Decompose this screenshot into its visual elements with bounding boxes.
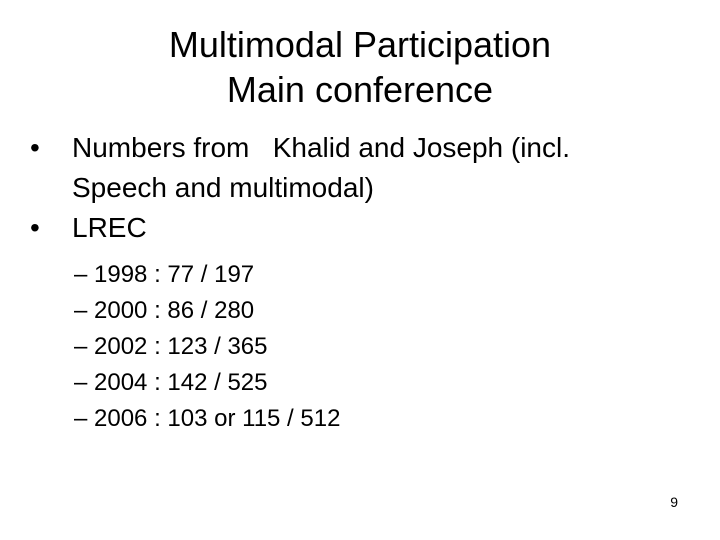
bullet-marker: • <box>30 132 40 163</box>
lrec-item-2002: – 2002 : 123 / 365 <box>74 333 268 360</box>
bullet-marker: • <box>30 212 40 243</box>
title-line-2: Main conference <box>226 69 494 110</box>
lrec-sublist <box>74 257 674 437</box>
slide-title <box>0 22 720 112</box>
page-number: 9 <box>670 494 678 510</box>
title-line-1: Multimodal Participation <box>168 24 552 65</box>
lrec-item-2006: – 2006 : 103 or 115 / 512 <box>74 405 341 432</box>
bullet-text-line-1: LREC <box>72 212 147 243</box>
bullet-item-lrec <box>30 208 700 248</box>
lrec-item-1998: – 1998 : 77 / 197 <box>74 261 255 288</box>
bullet-item-numbers <box>30 128 700 208</box>
bullet-text-line-1: Numbers from Khalid and Joseph (incl. <box>72 132 570 163</box>
bullet-list <box>30 128 700 248</box>
lrec-item-2004: – 2004 : 142 / 525 <box>74 369 268 396</box>
bullet-text-line-2: Speech and multimodal) <box>72 172 374 203</box>
lrec-item-2000: – 2000 : 86 / 280 <box>74 297 255 324</box>
